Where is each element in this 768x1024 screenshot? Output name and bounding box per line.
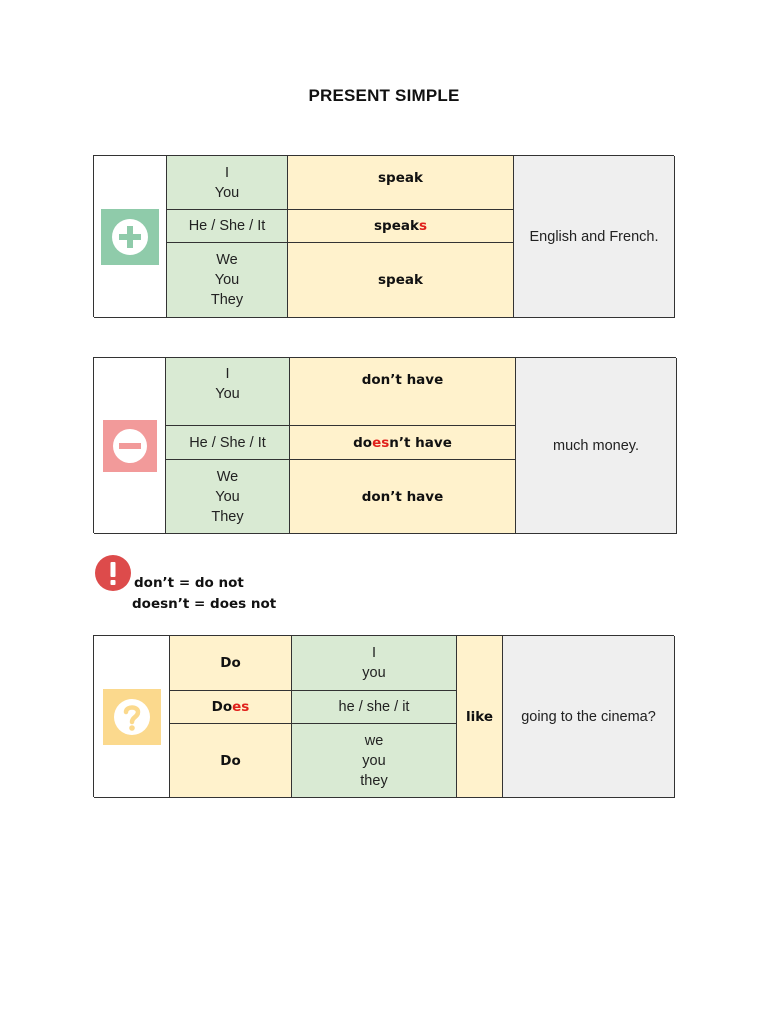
- note-line-2: doesn’t = does not: [132, 596, 277, 612]
- auxiliary-cell: [170, 691, 292, 724]
- auxiliary-cell: Do: [170, 724, 292, 798]
- verb-stem: speak: [374, 218, 419, 234]
- complement-cell: much money.: [516, 358, 677, 534]
- verb-cell: like: [457, 636, 503, 798]
- subject-cell: we you they: [292, 724, 457, 798]
- subject-cell: I You: [167, 156, 288, 210]
- negative-table: [93, 357, 676, 533]
- subject-cell: We You They: [167, 243, 288, 318]
- verb-part-1: do: [353, 434, 373, 451]
- note-line-1: don’t = do not: [134, 575, 244, 591]
- verb-part-3: n’t have: [389, 434, 452, 451]
- question-table: [93, 635, 674, 797]
- subject-cell: I you: [292, 636, 457, 691]
- verb-part-2: es: [372, 434, 390, 451]
- verb-cell: [288, 210, 514, 243]
- verb-cell: [290, 426, 516, 460]
- affirmative-icon-cell: [94, 156, 167, 318]
- subject-cell: He / She / It: [167, 210, 288, 243]
- auxiliary-stem: Do: [211, 699, 233, 715]
- verb-cell: don’t have: [290, 358, 516, 426]
- auxiliary-suffix: es: [232, 699, 250, 715]
- negative-icon-cell: [94, 358, 166, 534]
- subject-cell: We You They: [166, 460, 290, 534]
- subject-cell: He / She / It: [166, 426, 290, 460]
- question-icon: [103, 689, 161, 745]
- verb-cell: don’t have: [290, 460, 516, 534]
- plus-icon: [101, 209, 159, 265]
- exclamation-icon: [95, 555, 131, 591]
- affirmative-table: [93, 155, 674, 317]
- auxiliary-cell: Do: [170, 636, 292, 691]
- verb-suffix: s: [418, 218, 427, 234]
- subject-cell: he / she / it: [292, 691, 457, 724]
- page-title: PRESENT SIMPLE: [308, 86, 460, 105]
- minus-icon: [101, 418, 159, 474]
- question-icon-cell: [94, 636, 170, 798]
- verb-cell: speak: [288, 156, 514, 210]
- complement-cell: English and French.: [514, 156, 675, 318]
- subject-cell: I You: [166, 358, 290, 426]
- complement-cell: going to the cinema?: [503, 636, 675, 798]
- verb-cell: speak: [288, 243, 514, 318]
